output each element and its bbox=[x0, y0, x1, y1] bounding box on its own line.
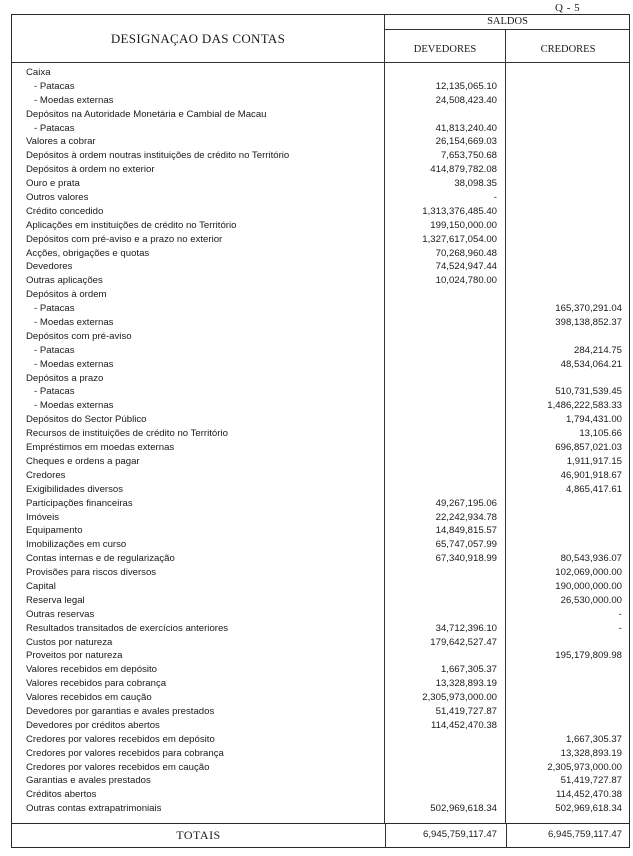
credores-value bbox=[506, 719, 630, 733]
credores-value: 284,214.75 bbox=[573, 344, 622, 356]
credores-value: 165,370,291.04 bbox=[555, 303, 622, 315]
table-row bbox=[12, 705, 630, 719]
devedores-value bbox=[385, 747, 506, 761]
account-name: Valores recebidos para cobrança bbox=[26, 678, 167, 690]
account-name: Credores por valores recebidos para cobrança bbox=[26, 747, 224, 759]
credores-value bbox=[506, 219, 630, 233]
table-row bbox=[12, 774, 630, 788]
account-name: - Moedas externas bbox=[34, 94, 114, 106]
credores-value: 102,069,000.00 bbox=[555, 567, 622, 579]
credores-value bbox=[506, 677, 630, 691]
devedores-value bbox=[385, 108, 506, 122]
credores-value: 1,794,431.00 bbox=[565, 414, 622, 426]
credores-value: 190,000,000.00 bbox=[555, 580, 622, 592]
table-row bbox=[12, 191, 630, 205]
table-row bbox=[12, 802, 630, 816]
account-name: Depósitos à ordem no exterior bbox=[26, 164, 155, 176]
devedores-value bbox=[385, 608, 506, 622]
table-row bbox=[12, 372, 630, 386]
devedores-value: 74,524,947.44 bbox=[435, 261, 497, 273]
table-row bbox=[12, 94, 630, 108]
credores-value bbox=[506, 497, 630, 511]
devedores-value bbox=[385, 358, 506, 372]
account-name: Custos por natureza bbox=[26, 636, 113, 648]
credores-value bbox=[506, 705, 630, 719]
table-row bbox=[12, 552, 630, 566]
devedores-value bbox=[385, 413, 506, 427]
table-row bbox=[12, 594, 630, 608]
credores-value bbox=[506, 511, 630, 525]
credores-value: 2,305,973,000.00 bbox=[547, 761, 622, 773]
account-name: Recursos de instituições de crédito no Território bbox=[26, 428, 228, 440]
table-row bbox=[12, 622, 630, 636]
devedores-value bbox=[385, 399, 506, 413]
devedores-value bbox=[385, 649, 506, 663]
credores-value bbox=[506, 135, 630, 149]
devedores-value bbox=[385, 316, 506, 330]
devedores-value: 51,419,727.87 bbox=[435, 705, 497, 717]
devedores-value bbox=[385, 385, 506, 399]
devedores-value: 14,849,815.57 bbox=[435, 525, 497, 537]
table-row bbox=[12, 511, 630, 525]
balance-sheet-table bbox=[11, 14, 630, 848]
account-name: Provisões para riscos diversos bbox=[26, 567, 157, 579]
table-row bbox=[12, 483, 630, 497]
credores-value: 510,731,539.45 bbox=[555, 386, 622, 398]
table-row bbox=[12, 163, 630, 177]
account-name: Capital bbox=[26, 580, 56, 592]
account-name: Valores a cobrar bbox=[26, 136, 96, 148]
credores-value bbox=[506, 274, 630, 288]
account-name: Depósitos do Sector Público bbox=[26, 414, 147, 426]
devedores-value: 502,969,618.34 bbox=[430, 803, 497, 815]
table-row bbox=[12, 108, 630, 122]
credores-value bbox=[506, 205, 630, 219]
credores-value: 502,969,618.34 bbox=[555, 803, 622, 815]
credores-value bbox=[506, 163, 630, 177]
table-row bbox=[12, 761, 630, 775]
account-name: Proveitos por natureza bbox=[26, 650, 123, 662]
credores-value bbox=[506, 80, 630, 94]
devedores-value bbox=[385, 66, 506, 80]
account-name: Outros valores bbox=[26, 192, 89, 204]
table-row bbox=[12, 524, 630, 538]
account-name: Créditos abertos bbox=[26, 789, 97, 801]
table-row bbox=[12, 385, 630, 399]
account-name: Credores por valores recebidos em caução bbox=[26, 761, 210, 773]
credores-value: 26,530,000.00 bbox=[560, 594, 622, 606]
credores-value bbox=[506, 94, 630, 108]
credores-value: 46,901,918.67 bbox=[560, 469, 622, 481]
devedores-value bbox=[385, 733, 506, 747]
designation-column-header: DESIGNAÇAO DAS CONTAS bbox=[12, 15, 385, 63]
table-row bbox=[12, 747, 630, 761]
devedores-value bbox=[385, 441, 506, 455]
table-row bbox=[12, 649, 630, 663]
account-name: Credores por valores recebidos em depósito bbox=[26, 733, 215, 745]
credores-value: 48,534,064.21 bbox=[560, 358, 622, 370]
credores-value bbox=[506, 247, 630, 261]
credores-value: 4,865,417.61 bbox=[565, 483, 622, 495]
devedores-value: 13,328,893.19 bbox=[435, 678, 497, 690]
devedores-value bbox=[385, 288, 506, 302]
table-row bbox=[12, 66, 630, 80]
table-row bbox=[12, 677, 630, 691]
credores-value bbox=[506, 691, 630, 705]
credores-value: 51,419,727.87 bbox=[560, 775, 622, 787]
account-name: Resultados transitados de exercícios anteriores bbox=[26, 622, 229, 634]
account-name: Devedores por garantias e avales prestados bbox=[26, 705, 215, 717]
devedores-value bbox=[385, 427, 506, 441]
devedores-value: 34,712,396.10 bbox=[435, 622, 497, 634]
table-row bbox=[12, 274, 630, 288]
devedores-value bbox=[385, 566, 506, 580]
account-name: Acções, obrigações e quotas bbox=[26, 247, 150, 259]
devedores-value: 114,452,470.38 bbox=[431, 719, 497, 731]
devedores-value bbox=[385, 372, 506, 386]
account-name: Credores bbox=[26, 469, 66, 481]
table-row bbox=[12, 497, 630, 511]
account-name: - Patacas bbox=[34, 122, 75, 134]
account-name: Ouro e prata bbox=[26, 178, 80, 190]
devedores-value: 26,154,669.03 bbox=[435, 136, 497, 148]
credores-value bbox=[506, 66, 630, 80]
account-name: Depósitos à ordem bbox=[26, 289, 107, 301]
account-name: - Patacas bbox=[34, 303, 75, 315]
credores-value bbox=[506, 663, 630, 677]
credores-value: 13,328,893.19 bbox=[560, 747, 622, 759]
table-row bbox=[12, 719, 630, 733]
table-row bbox=[12, 788, 630, 802]
devedores-value bbox=[385, 455, 506, 469]
devedores-value bbox=[385, 761, 506, 775]
credores-value bbox=[506, 122, 630, 136]
table-row bbox=[12, 80, 630, 94]
devedores-value: 179,642,527.47 bbox=[430, 636, 497, 648]
table-row bbox=[12, 399, 630, 413]
devedores-value bbox=[385, 330, 506, 344]
table-row bbox=[12, 302, 630, 316]
devedores-value bbox=[385, 774, 506, 788]
credores-value: 80,543,936.07 bbox=[560, 553, 622, 565]
account-name: Outras aplicações bbox=[26, 275, 103, 287]
credores-value bbox=[506, 108, 630, 122]
totals-devedores: 6,945,759,117.47 bbox=[385, 824, 506, 847]
account-name: Crédito concedido bbox=[26, 205, 104, 217]
account-name: Outras contas extrapatrimoniais bbox=[26, 803, 162, 815]
totals-label: TOTAIS bbox=[176, 828, 221, 842]
account-name: Devedores por créditos abertos bbox=[26, 719, 160, 731]
devedores-value: 10,024,780.00 bbox=[435, 275, 497, 287]
devedores-value: 414,879,782.08 bbox=[430, 164, 497, 176]
account-name: Exigibilidades diversos bbox=[26, 483, 124, 495]
table-row bbox=[12, 441, 630, 455]
account-name: Imobilizações em curso bbox=[26, 539, 127, 551]
devedores-value: 199,150,000.00 bbox=[430, 219, 497, 231]
table-row bbox=[12, 469, 630, 483]
credores-value: 696,857,021.03 bbox=[555, 442, 622, 454]
credores-value: 1,486,222,583.33 bbox=[547, 400, 622, 412]
devedores-value: 24,508,423.40 bbox=[435, 94, 497, 106]
totals-credores: 6,945,759,117.47 bbox=[506, 824, 630, 847]
credores-value bbox=[506, 524, 630, 538]
credores-value: - bbox=[618, 622, 622, 634]
credores-value bbox=[506, 260, 630, 274]
table-row bbox=[12, 538, 630, 552]
table-row bbox=[12, 219, 630, 233]
table-row bbox=[12, 608, 630, 622]
table-body bbox=[12, 66, 630, 816]
table-row bbox=[12, 427, 630, 441]
account-name: Valores recebidos em caução bbox=[26, 692, 152, 704]
table-row bbox=[12, 566, 630, 580]
devedores-value bbox=[385, 302, 506, 316]
credores-value bbox=[506, 191, 630, 205]
account-name: - Moedas externas bbox=[34, 358, 114, 370]
devedores-value: 22,242,934.78 bbox=[435, 511, 497, 523]
table-row bbox=[12, 691, 630, 705]
account-name: Equipamento bbox=[26, 525, 83, 537]
table-row bbox=[12, 413, 630, 427]
table-row bbox=[12, 636, 630, 650]
account-name: Imóveis bbox=[26, 511, 60, 523]
devedores-value: 1,667,305.37 bbox=[440, 664, 497, 676]
account-name: Reserva legal bbox=[26, 594, 85, 606]
devedores-value bbox=[385, 344, 506, 358]
devedores-value: 67,340,918.99 bbox=[435, 553, 497, 565]
table-row bbox=[12, 233, 630, 247]
credores-value bbox=[506, 330, 630, 344]
credores-value bbox=[506, 177, 630, 191]
credores-value: 1,911,917.15 bbox=[566, 455, 622, 467]
table-row bbox=[12, 247, 630, 261]
devedores-column-header: DEVEDORES bbox=[385, 30, 506, 63]
devedores-value bbox=[385, 788, 506, 802]
credores-value bbox=[506, 538, 630, 552]
devedores-value bbox=[385, 469, 506, 483]
account-name: - Patacas bbox=[34, 80, 75, 92]
account-name: - Patacas bbox=[34, 386, 75, 398]
account-name: - Moedas externas bbox=[34, 400, 114, 412]
totals-row bbox=[12, 823, 630, 847]
account-name: Depósitos com pré-aviso bbox=[26, 330, 132, 342]
table-row bbox=[12, 149, 630, 163]
devedores-value: 49,267,195.06 bbox=[435, 497, 497, 509]
account-name: Garantias e avales prestados bbox=[26, 775, 151, 787]
account-name: Participações financeiras bbox=[26, 497, 133, 509]
account-name: Depósitos à ordem noutras instituições de crédito no Território bbox=[26, 150, 290, 162]
credores-value: 398,138,852.37 bbox=[555, 317, 622, 329]
devedores-value: 70,268,960.48 bbox=[435, 247, 497, 259]
table-row bbox=[12, 330, 630, 344]
devedores-value: 38,098.35 bbox=[454, 178, 497, 190]
table-row bbox=[12, 205, 630, 219]
table-row bbox=[12, 733, 630, 747]
account-name: Valores recebidos em depósito bbox=[26, 664, 158, 676]
account-name: Depósitos com pré-aviso e a prazo no exterior bbox=[26, 233, 223, 245]
credores-value: 1,667,305.37 bbox=[565, 733, 622, 745]
page-reference: Q - 5 bbox=[555, 2, 581, 14]
devedores-value bbox=[385, 483, 506, 497]
devedores-value: 65,747,057.99 bbox=[435, 539, 497, 551]
credores-value bbox=[506, 149, 630, 163]
credores-value: 114,452,470.38 bbox=[556, 789, 622, 801]
account-name: Aplicações em instituições de crédito no Território bbox=[26, 219, 237, 231]
devedores-value: 2,305,973,000.00 bbox=[422, 692, 497, 704]
table-row bbox=[12, 344, 630, 358]
table-row bbox=[12, 316, 630, 330]
devedores-value bbox=[385, 580, 506, 594]
devedores-value: 1,327,617,054.00 bbox=[422, 233, 497, 245]
account-name: Cheques e ordens a pagar bbox=[26, 455, 140, 467]
table-row bbox=[12, 455, 630, 469]
devedores-value bbox=[385, 594, 506, 608]
credores-value bbox=[506, 636, 630, 650]
table-row bbox=[12, 260, 630, 274]
devedores-value: 1,313,376,485.40 bbox=[422, 205, 497, 217]
credores-column-header: CREDORES bbox=[506, 30, 630, 63]
account-name: Outras reservas bbox=[26, 608, 95, 620]
table-row bbox=[12, 663, 630, 677]
credores-value bbox=[506, 233, 630, 247]
credores-value: 13,105.66 bbox=[579, 428, 622, 440]
account-name: Contas internas e de regularização bbox=[26, 553, 175, 565]
account-name: Caixa bbox=[26, 67, 51, 78]
saldos-group-header: SALDOS bbox=[385, 15, 630, 30]
account-name: Depósitos na Autoridade Monetária e Cambial de Macau bbox=[26, 108, 267, 120]
table-row bbox=[12, 580, 630, 594]
credores-value bbox=[506, 288, 630, 302]
devedores-value: - bbox=[493, 192, 497, 204]
table-row bbox=[12, 135, 630, 149]
account-name: Empréstimos em moedas externas bbox=[26, 442, 175, 454]
table-row bbox=[12, 177, 630, 191]
account-name: - Moedas externas bbox=[34, 317, 114, 329]
table-row bbox=[12, 122, 630, 136]
devedores-value: 41,813,240.40 bbox=[435, 122, 497, 134]
devedores-value: 7,653,750.68 bbox=[440, 150, 497, 162]
account-name: - Patacas bbox=[34, 344, 75, 356]
account-name: Depósitos a prazo bbox=[26, 372, 104, 384]
account-name: Devedores bbox=[26, 261, 73, 273]
devedores-value: 12,135,065.10 bbox=[435, 80, 497, 92]
credores-value: 195,179,809.98 bbox=[555, 650, 622, 662]
credores-value: - bbox=[618, 608, 622, 620]
credores-value bbox=[506, 372, 630, 386]
table-row bbox=[12, 358, 630, 372]
table-row bbox=[12, 288, 630, 302]
